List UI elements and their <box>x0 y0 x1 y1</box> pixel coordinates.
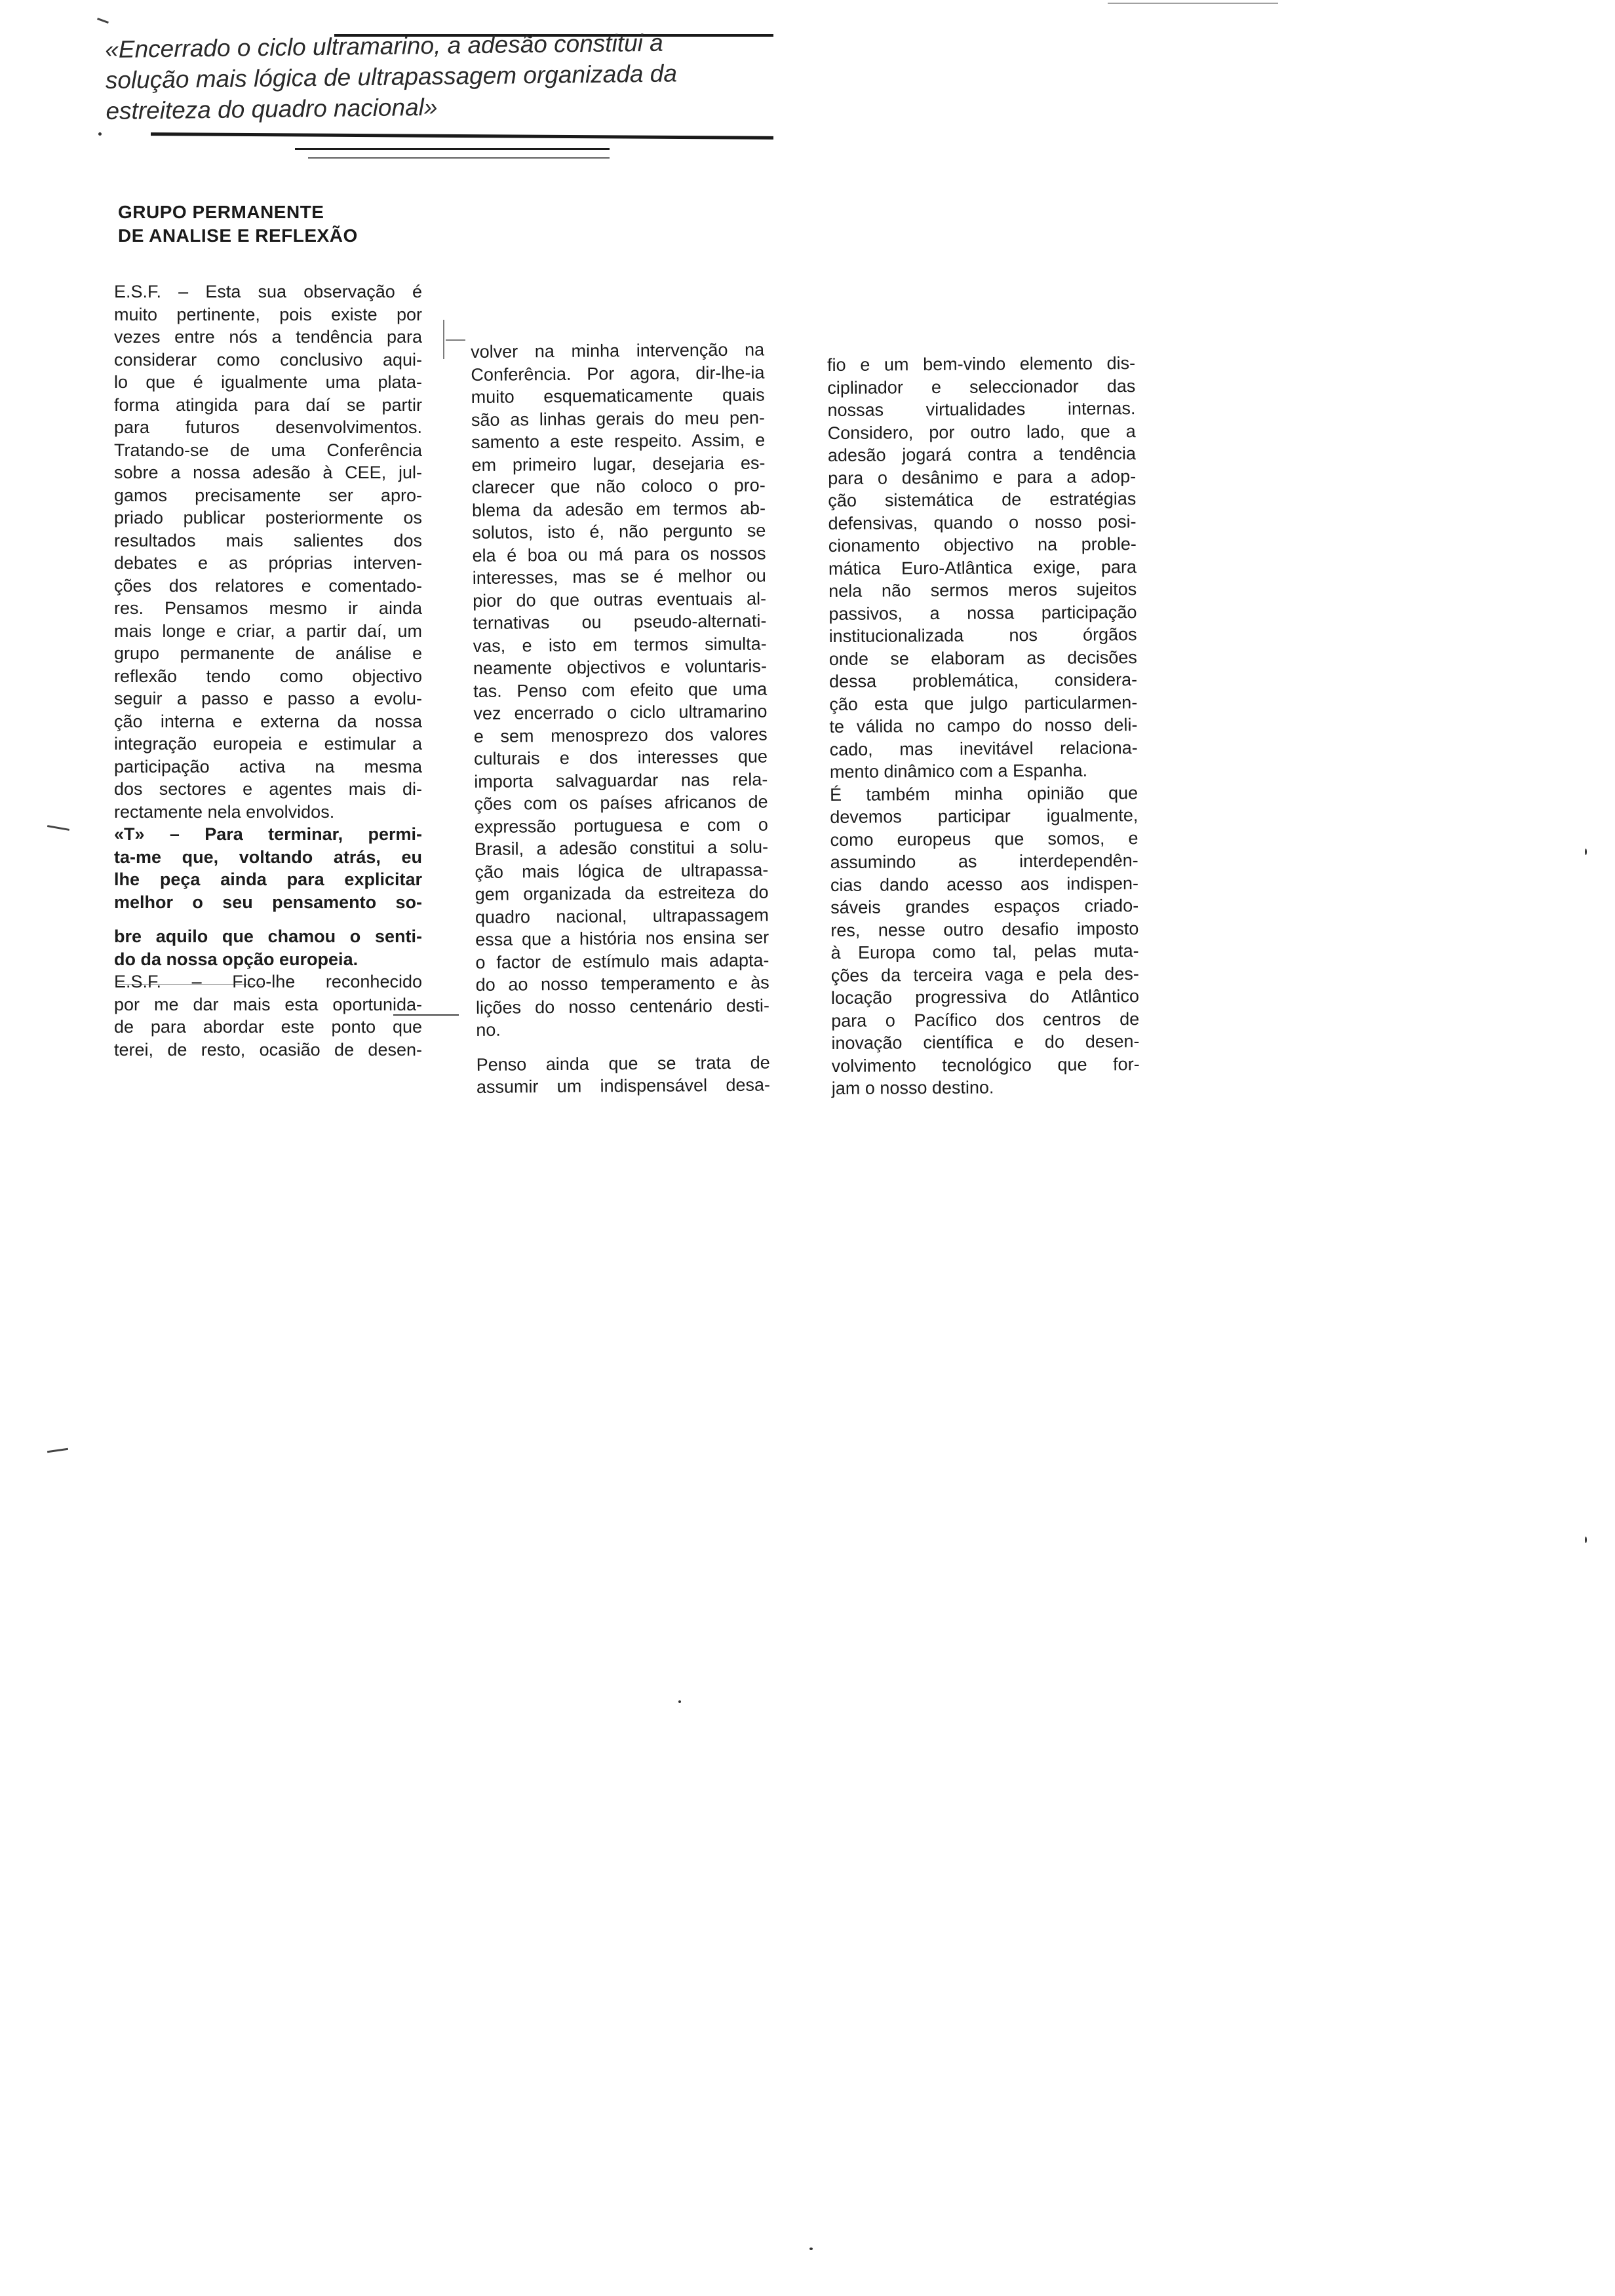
scan-mark <box>97 18 109 24</box>
text-line: muito pertinente, pois existe por <box>114 304 422 324</box>
interview-question-line: ta-me que, voltando atrás, eu <box>114 847 422 867</box>
text-line: fio e um bem-vindo elemento dis- <box>827 353 1136 375</box>
text-line: defensivas, quando o nosso posi- <box>828 511 1137 533</box>
text-line: assumir um indispensável desa- <box>476 1075 771 1097</box>
text-line: por me dar mais esta oportunida- <box>114 994 422 1014</box>
text-line: mática Euro-Atlântica exige, para <box>828 556 1137 579</box>
text-line: volver na minha intervenção na <box>471 339 765 362</box>
text-line: para futuros desenvolvimentos. <box>114 417 422 437</box>
column-divider-mark <box>443 320 444 359</box>
text-line: ção mais lógica de ultrapassa- <box>475 859 769 882</box>
section-heading-line: GRUPO PERMANENTE <box>118 202 324 222</box>
text-line: ciplinador e seleccionador das <box>827 375 1136 398</box>
text-line: reflexão tendo como objectivo <box>114 666 422 686</box>
text-line: rectamente nela envolvidos. <box>114 801 335 822</box>
text-line: ções dos relatores e comentado- <box>114 575 422 596</box>
text-line: Tratando-se de uma Conferência <box>114 440 422 460</box>
text-line: vas, e isto em termos simulta- <box>473 633 767 656</box>
interview-question-line: melhor o seu pensamento so- <box>114 892 422 912</box>
quote-bottom-rule-thin <box>295 148 610 150</box>
text-line: do ao nosso temperamento e às <box>475 972 769 995</box>
text-line: participação activa na mesma <box>114 756 422 776</box>
text-line: para o Pacífico dos centros de <box>831 1008 1140 1031</box>
text-line: Conferência. Por agora, dir-lhe-ia <box>471 362 765 385</box>
text-line: ções da terceira vaga e pela des- <box>830 963 1139 985</box>
text-line: priado publicar posteriormente os <box>114 508 422 527</box>
text-column-2 <box>471 338 770 1098</box>
text-line: nossas virtualidades internas. <box>827 398 1136 420</box>
text-line: samento a este respeito. Assim, e <box>471 430 766 452</box>
text-line: res. Pensamos mesmo ir ainda <box>114 598 422 618</box>
column-break-rule <box>393 1014 459 1016</box>
text-line: em primeiro lugar, desejaria es- <box>471 452 766 475</box>
text-line: dos sectores e agentes mais di- <box>114 779 422 799</box>
text-line: grupo permanente de análise e <box>114 643 422 663</box>
pull-quote <box>105 26 781 126</box>
text-line: e sem menosprezo dos valores <box>473 723 768 746</box>
text-line: inovação científica e do desen- <box>831 1031 1140 1053</box>
text-line: seguir a passo e passo a evolu- <box>114 689 422 708</box>
pull-quote-line: estreiteza do quadro nacional» <box>106 93 438 124</box>
text-line: resultados mais salientes dos <box>114 530 422 550</box>
text-line: neamente objectivos e voluntaris- <box>473 656 768 678</box>
text-line: devemos participar igualmente, <box>830 805 1138 827</box>
text-line: integração europeia e estimular a <box>114 734 422 754</box>
text-line: importa salvaguardar nas rela- <box>474 769 768 792</box>
text-line: para o desânimo e para a adop- <box>828 466 1137 488</box>
text-line: lições do nosso centenário desti- <box>475 995 770 1018</box>
text-line: de para abordar este ponto que <box>114 1017 422 1037</box>
text-line: assumindo as interdependên- <box>830 851 1138 872</box>
text-line: cias dando acesso aos indispen- <box>830 873 1139 895</box>
text-line: o factor de estímulo mais adapta- <box>475 949 769 972</box>
text-line: muito esquematicamente quais <box>471 385 765 407</box>
text-line: E.S.F. – Esta sua observação é <box>114 282 422 301</box>
text-line: terei, de resto, ocasião de desen- <box>114 1039 422 1060</box>
scan-mark <box>1108 3 1278 4</box>
text-line: ções com os países africanos de <box>474 792 768 814</box>
text-line: quadro nacional, ultrapassagem <box>475 904 769 927</box>
interview-question-line: bre aquilo que chamou o senti- <box>114 927 422 946</box>
section-heading-line: DE ANALISE E REFLEXÃO <box>118 225 358 246</box>
text-line: lo que é igualmente uma plata- <box>114 372 422 392</box>
text-line: solutos, isto é, não pergunto se <box>472 520 766 543</box>
text-line: considerar como conclusivo aqui- <box>114 349 422 370</box>
text-line: onde se elaboram as decisões <box>828 647 1137 669</box>
quote-bottom-rule-short <box>308 157 610 159</box>
text-line: vez encerrado o ciclo ultramarino <box>473 701 768 723</box>
text-line: ção interna e externa da nossa <box>114 711 422 731</box>
scan-speck <box>1585 1537 1587 1543</box>
text-line: sáveis grandes espaços criado- <box>830 896 1139 917</box>
text-line: ção sistemática de estratégias <box>828 489 1137 510</box>
margin-mark <box>47 1448 68 1453</box>
text-line: Penso ainda que se trata de <box>476 1052 770 1075</box>
text-line: Brasil, a adesão constitui a solu- <box>474 837 769 859</box>
column-break-dashes <box>118 984 262 985</box>
text-column-3 <box>827 352 1140 1100</box>
scan-speck <box>1585 849 1587 855</box>
pull-quote-line: «Encerrado o ciclo ultramarino, a adesão constitui a <box>105 29 663 63</box>
text-line: clarecer que não coloco o pro- <box>471 475 766 497</box>
text-line: expressão portuguesa e com o <box>474 814 768 837</box>
text-line: institucionalizada nos órgãos <box>828 624 1137 646</box>
scan-speck <box>98 132 102 136</box>
text-line: Considero, por outro lado, que a <box>827 421 1136 443</box>
text-line: blema da adesão em termos ab- <box>471 497 766 520</box>
text-line: E.S.F. – Fico-lhe reconhecido <box>114 972 422 991</box>
text-line: forma atingida para daí se partir <box>114 394 422 415</box>
text-line: passivos, a nossa participação <box>828 602 1137 624</box>
text-line: gem organizada da estreiteza do <box>475 882 769 904</box>
text-line: tas. Penso com efeito que uma <box>473 678 768 701</box>
text-line: mento dinâmico com a Espanha. <box>829 760 1088 782</box>
text-line: como europeus que somos, e <box>830 828 1138 850</box>
text-line: debates e as próprias interven- <box>114 553 422 573</box>
pull-quote-line: solução mais lógica de ultrapassagem organizada da <box>105 60 678 94</box>
quote-bottom-rule <box>151 132 773 140</box>
interview-question-line: lhe peça ainda para explicitar <box>114 870 422 889</box>
text-line: res, nesse outro desafio imposto <box>830 918 1139 940</box>
text-line: locação progressiva do Atlântico <box>830 986 1140 1008</box>
scan-speck <box>809 2248 813 2250</box>
text-line: essa que a história nos ensina ser <box>475 927 769 949</box>
interview-question-line: do da nossa opção europeia. <box>114 949 359 969</box>
text-line: gamos precisamente ser apro- <box>114 485 422 505</box>
text-line: volvimento tecnológico que for- <box>831 1054 1140 1076</box>
section-heading <box>118 201 446 248</box>
text-line: ternativas ou pseudo-alternati- <box>473 611 767 633</box>
interview-question-line: «T» – Para terminar, permi- <box>114 824 422 844</box>
margin-mark <box>47 825 69 831</box>
text-line: mais longe e criar, a partir daí, um <box>114 621 422 641</box>
text-line: cado, mas inevitável relaciona- <box>829 737 1138 759</box>
scan-speck <box>678 1700 681 1703</box>
text-line: jam o nosso destino. <box>831 1077 994 1098</box>
text-line: pior do que outras eventuais al- <box>472 588 767 611</box>
text-line: adesão jogará contra a tendência <box>827 444 1137 465</box>
column-divider-mark <box>446 339 465 341</box>
text-line: ela é boa ou má para os nossos <box>472 543 766 565</box>
text-line: cionamento objectivo na proble- <box>828 534 1137 556</box>
text-line: nela não sermos meros sujeitos <box>828 579 1137 601</box>
text-line: te válida no campo do nosso deli- <box>829 715 1138 737</box>
text-line: sobre a nossa adesão à CEE, jul- <box>114 463 422 482</box>
text-column-1 <box>114 280 422 1061</box>
text-line: são as linhas gerais do meu pen- <box>471 407 766 430</box>
text-line: dessa problemática, considera- <box>828 670 1138 691</box>
text-line: vezes entre nós a tendência para <box>114 327 422 347</box>
text-line: culturais e dos interesses que <box>473 746 768 769</box>
text-line: à Europa como tal, pelas muta- <box>830 941 1139 963</box>
text-line: no. <box>476 1020 501 1040</box>
text-line: interesses, mas se é melhor ou <box>472 565 766 588</box>
text-line: É também minha opinião que <box>830 782 1138 805</box>
text-line: ção esta que julgo particularmen- <box>829 692 1138 714</box>
